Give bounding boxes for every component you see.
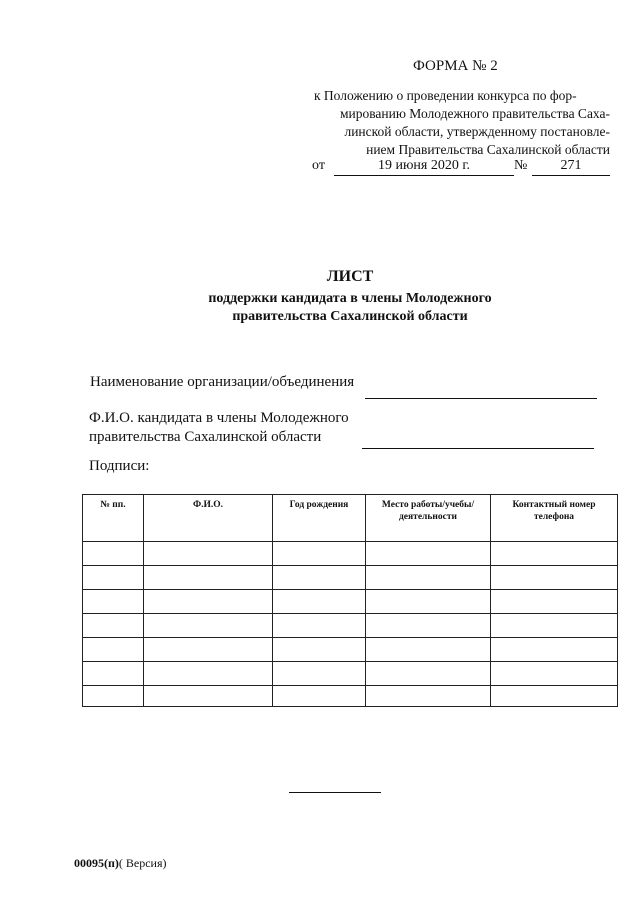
table-cell[interactable] <box>273 686 366 707</box>
table-cell[interactable] <box>144 662 273 686</box>
column-header: Место работы/учебы/ деятельности <box>366 495 491 542</box>
table-cell[interactable] <box>144 566 273 590</box>
table-cell[interactable] <box>366 614 491 638</box>
candidate-name-field[interactable] <box>362 436 594 449</box>
table-cell[interactable] <box>366 662 491 686</box>
column-header: Ф.И.О. <box>144 495 273 542</box>
subtitle-line: поддержки кандидата в члены Молодежного <box>208 291 492 306</box>
appendix-reference <box>300 87 610 159</box>
table-cell[interactable] <box>144 542 273 566</box>
subtitle-line: правительства Сахалинской области <box>232 309 468 324</box>
decree-date-row <box>312 158 612 178</box>
document-version: ( Версия) <box>118 856 167 870</box>
table-cell[interactable] <box>366 686 491 707</box>
signatures-table <box>82 494 618 707</box>
table-row <box>83 662 618 686</box>
appendix-line: мированию Молодежного правительства Саха- <box>339 106 610 121</box>
signature-line[interactable] <box>289 792 381 793</box>
table-cell[interactable] <box>366 542 491 566</box>
table-body <box>83 542 618 707</box>
table-cell[interactable] <box>83 542 144 566</box>
table-row <box>83 686 618 707</box>
table-cell[interactable] <box>491 614 618 638</box>
table-cell[interactable] <box>273 590 366 614</box>
table-cell[interactable] <box>144 614 273 638</box>
table-cell[interactable] <box>83 590 144 614</box>
table-cell[interactable] <box>144 686 273 707</box>
table-cell[interactable] <box>366 638 491 662</box>
table-row <box>83 614 618 638</box>
appendix-line: нием Правительства Сахалинской области <box>366 142 610 157</box>
organization-label: Наименование организации/объединения <box>90 374 355 390</box>
table-cell[interactable] <box>273 638 366 662</box>
decree-date: 19 июня 2020 г. <box>334 158 514 176</box>
document-title: ЛИСТ <box>326 268 374 285</box>
table-cell[interactable] <box>83 614 144 638</box>
table-cell[interactable] <box>491 566 618 590</box>
candidate-name-label <box>89 409 349 447</box>
table-cell[interactable] <box>83 686 144 707</box>
table-cell[interactable] <box>491 542 618 566</box>
table-header-row <box>83 495 618 542</box>
table-cell[interactable] <box>366 566 491 590</box>
document-subtitle <box>190 290 510 326</box>
table-cell[interactable] <box>491 590 618 614</box>
table-cell[interactable] <box>273 662 366 686</box>
table-cell[interactable] <box>144 638 273 662</box>
appendix-line: линской области, утвержденному постановле- <box>344 124 610 139</box>
document-footer <box>74 856 167 871</box>
column-header: Год рождения <box>273 495 366 542</box>
from-label: от <box>312 158 325 173</box>
table-row <box>83 590 618 614</box>
table-cell[interactable] <box>83 566 144 590</box>
table-cell[interactable] <box>273 566 366 590</box>
table-cell[interactable] <box>144 590 273 614</box>
decree-number: 271 <box>532 158 610 176</box>
appendix-line: к Положению о проведении конкурса по фор- <box>314 88 577 103</box>
document-code: 00095(п) <box>74 856 119 870</box>
table-cell[interactable] <box>273 614 366 638</box>
column-header: № пп. <box>83 495 144 542</box>
table-cell[interactable] <box>83 662 144 686</box>
label-line: Ф.И.О. кандидата в члены Молодежного <box>89 410 349 426</box>
table-row <box>83 566 618 590</box>
table-cell[interactable] <box>366 590 491 614</box>
number-sign: № <box>514 158 528 173</box>
table-cell[interactable] <box>273 542 366 566</box>
table-row <box>83 638 618 662</box>
column-header: Контактный номер телефона <box>491 495 618 542</box>
organization-field[interactable] <box>365 386 597 399</box>
table-cell[interactable] <box>491 638 618 662</box>
table-cell[interactable] <box>83 638 144 662</box>
signatures-label: Подписи: <box>89 458 150 474</box>
table-cell[interactable] <box>491 662 618 686</box>
table-row <box>83 542 618 566</box>
label-line: правительства Сахалинской области <box>89 429 322 445</box>
form-number-label: ФОРМА № 2 <box>413 58 498 74</box>
table-cell[interactable] <box>491 686 618 707</box>
